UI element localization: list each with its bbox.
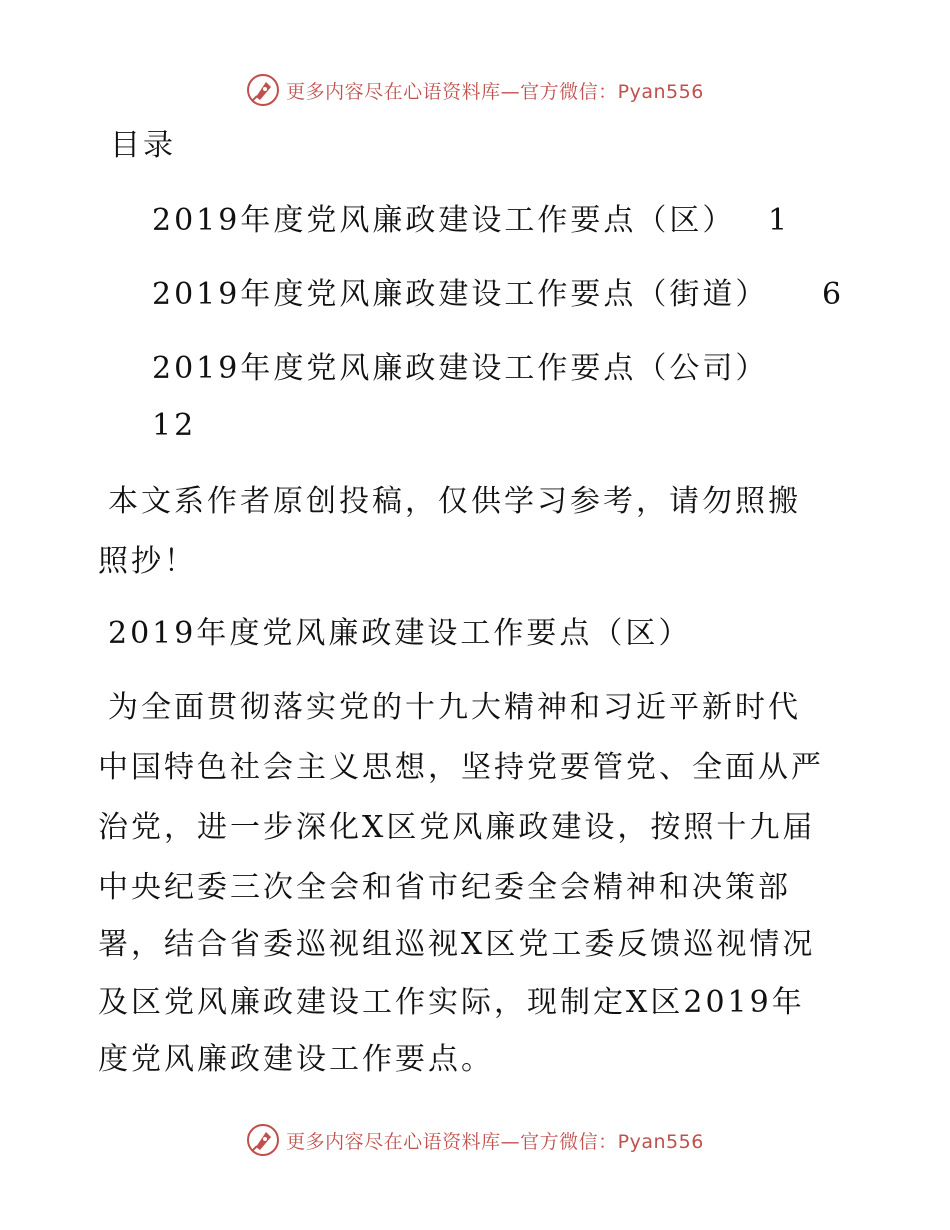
paragraph-line: 及区党风廉政建设工作实际，现制定X区2019年 xyxy=(98,985,805,1020)
header-banner xyxy=(0,70,950,110)
toc-title: 目录 xyxy=(110,128,176,163)
header-banner-text: 更多内容尽在心语资料库—官方微信：Pyan556 xyxy=(286,80,704,103)
toc-entry-3-page: 12 xyxy=(152,408,197,443)
paragraph-line: 中国特色社会主义思想，坚持党要管党、全面从严 xyxy=(98,750,824,785)
paragraph-line: 为全面贯彻落实党的十九大精神和习近平新时代 xyxy=(108,690,801,725)
pen-nib-logo-icon xyxy=(246,73,280,107)
toc-entry-3-label[interactable]: 2019年度党风廉政建设工作要点（公司） xyxy=(152,351,769,386)
toc-entry-2-label[interactable]: 2019年度党风廉政建设工作要点（街道） xyxy=(152,277,769,312)
paragraph-line: 度党风廉政建设工作要点。 xyxy=(98,1042,494,1077)
section-heading: 2019年度党风廉政建设工作要点（区） xyxy=(108,616,692,651)
paragraph-line: 治党，进一步深化X区党风廉政建设，按照十九届 xyxy=(98,810,816,845)
paragraph-line: 中央纪委三次全会和省市纪委全会精神和决策部 xyxy=(98,870,791,905)
toc-entry-1-label[interactable]: 2019年度党风廉政建设工作要点（区） xyxy=(152,203,736,238)
toc-entry-1-page: 1 xyxy=(768,203,791,238)
footer-banner-text: 更多内容尽在心语资料库—官方微信：Pyan556 xyxy=(286,1130,704,1153)
paragraph-line: 署，结合省委巡视组巡视X区党工委反馈巡视情况 xyxy=(98,927,816,962)
footer-banner xyxy=(0,1120,950,1160)
notice-line-2: 照抄！ xyxy=(98,544,197,579)
toc-entry-2-page: 6 xyxy=(822,277,845,312)
pen-nib-logo-icon xyxy=(246,1123,280,1157)
notice-line-1: 本文系作者原创投稿，仅供学习参考，请勿照搬 xyxy=(108,484,801,519)
